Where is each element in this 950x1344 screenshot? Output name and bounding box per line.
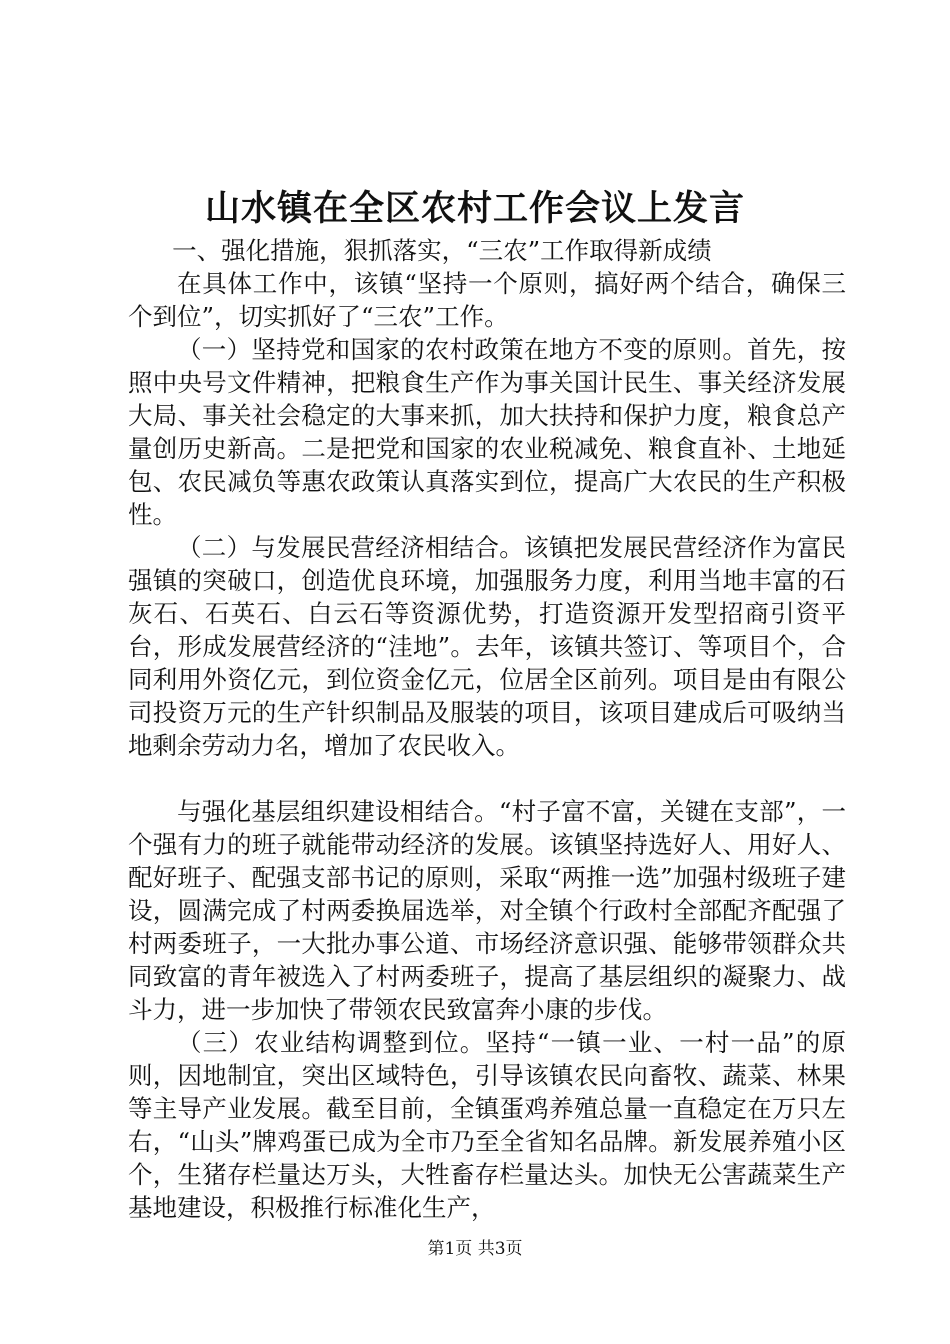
- paragraph-gap: [128, 762, 846, 795]
- document-body: [128, 234, 846, 1224]
- paragraph-agriculture-structure: （三）农业结构调整到位。坚持“一镇一业、一村一品”的原则，因地制宜，突出区域特色，引导该镇农民向畜牧、蔬菜、林果等主导产业发展。截至目前，全镇蛋鸡养殖总量一直稳定在万只左右，“山头”牌鸡蛋已成为全市乃至全省知名品牌。新发展养殖小区个，生猪存栏量达万头，大牲畜存栏量达头。加快无公害蔬菜生产基地建设，积极推行标准化生产，: [128, 1028, 846, 1222]
- paragraph-private-economy: （二）与发展民营经济相结合。该镇把发展民营经济作为富民强镇的突破口，创造优良环境，加强服务力度，利用当地丰富的石灰石、石英石、白云石等资源优势，打造资源开发型招商引资平台，形成发展营经济的“洼地”。去年，该镇共签订、等项目个，合同利用外资亿元，到位资金亿元，位居全区前列。项目是由有限公司投资万元的生产针织制品及服装的项目，该项目建成后可吸纳当地剩余劳动力名，增加了农民收入。: [128, 533, 846, 760]
- section-heading-1: 一、强化措施，狠抓落实，“三农”工作取得新成绩: [172, 236, 712, 265]
- paragraph-policy: （一）坚持党和国家的农村政策在地方不变的原则。首先，按照中央号文件精神，把粮食生产作为事关国计民生、事关经济发展大局、事关社会稳定的大事来抓，加大扶持和保护力度，粮食总产量创历史新高。二是把党和国家的农业税减免、粮食直补、土地延包、农民减负等惠农政策认真落实到位，提高广大农民的生产积极性。: [128, 335, 846, 529]
- document-title: 山水镇在全区农村工作会议上发言: [204, 188, 745, 229]
- page-footer: 第1页 共3页: [427, 1239, 523, 1259]
- paragraph-intro: 在具体工作中，该镇“坚持一个原则，搞好两个结合，确保三个到位”，切实抓好了“三农”工作。: [128, 269, 846, 331]
- paragraph-grassroots: 与强化基层组织建设相结合。“村子富不富，关键在支部”，一个强有力的班子就能带动经济的发展。该镇坚持选好人、用好人、配好班子、配强支部书记的原则，采取“两推一选”加强村级班子建设，圆满完成了村两委换届选举，对全镇个行政村全部配齐配强了村两委班子，一大批办事公道、市场经济意识强、能够带领群众共同致富的青年被选入了村两委班子，提高了基层组织的凝聚力、战斗力，进一步加快了带领农民致富奔小康的步伐。: [128, 797, 846, 1024]
